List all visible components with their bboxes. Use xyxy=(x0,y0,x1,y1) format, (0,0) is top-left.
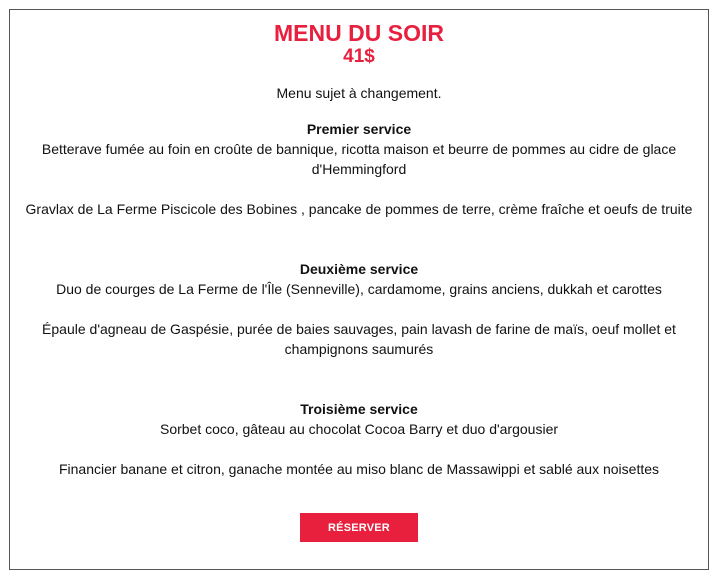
reserve-button[interactable]: RÉSERVER xyxy=(300,513,418,542)
dish-item: Gravlax de La Ferme Piscicole des Bobines , pancake de pommes de terre, crème fraîche et oeufs de truite xyxy=(25,201,693,217)
service-third xyxy=(10,399,708,479)
menu-card xyxy=(9,9,709,570)
dish-item: Betterave fumée au foin en croûte de bannique, ricotta maison et beurre de pommes au cidre de glace d'Hemmingford xyxy=(41,141,677,177)
service-heading: Troisième service xyxy=(300,401,418,417)
menu-price: 41$ xyxy=(343,46,375,67)
service-first xyxy=(10,119,708,219)
dish-item: Épaule d'agneau de Gaspésie, purée de baies sauvages, pain lavash de farine de maïs, oeuf mollet et champignons saumurés xyxy=(42,321,676,357)
dish-item: Duo de courges de La Ferme de l'Île (Senneville), cardamome, grains anciens, dukkah et carottes xyxy=(56,281,662,297)
service-heading: Premier service xyxy=(306,121,412,137)
dish-item: Sorbet coco, gâteau au chocolat Cocoa Barry et duo d'argousier xyxy=(159,421,559,437)
menu-note: Menu sujet à changement. xyxy=(276,85,442,101)
menu-title: MENU DU SOIR xyxy=(274,20,444,46)
service-second xyxy=(10,259,708,359)
service-heading: Deuxième service xyxy=(299,261,419,277)
dish-item: Financier banane et citron, ganache montée au miso blanc de Massawippi et sablé aux noisettes xyxy=(58,461,660,477)
